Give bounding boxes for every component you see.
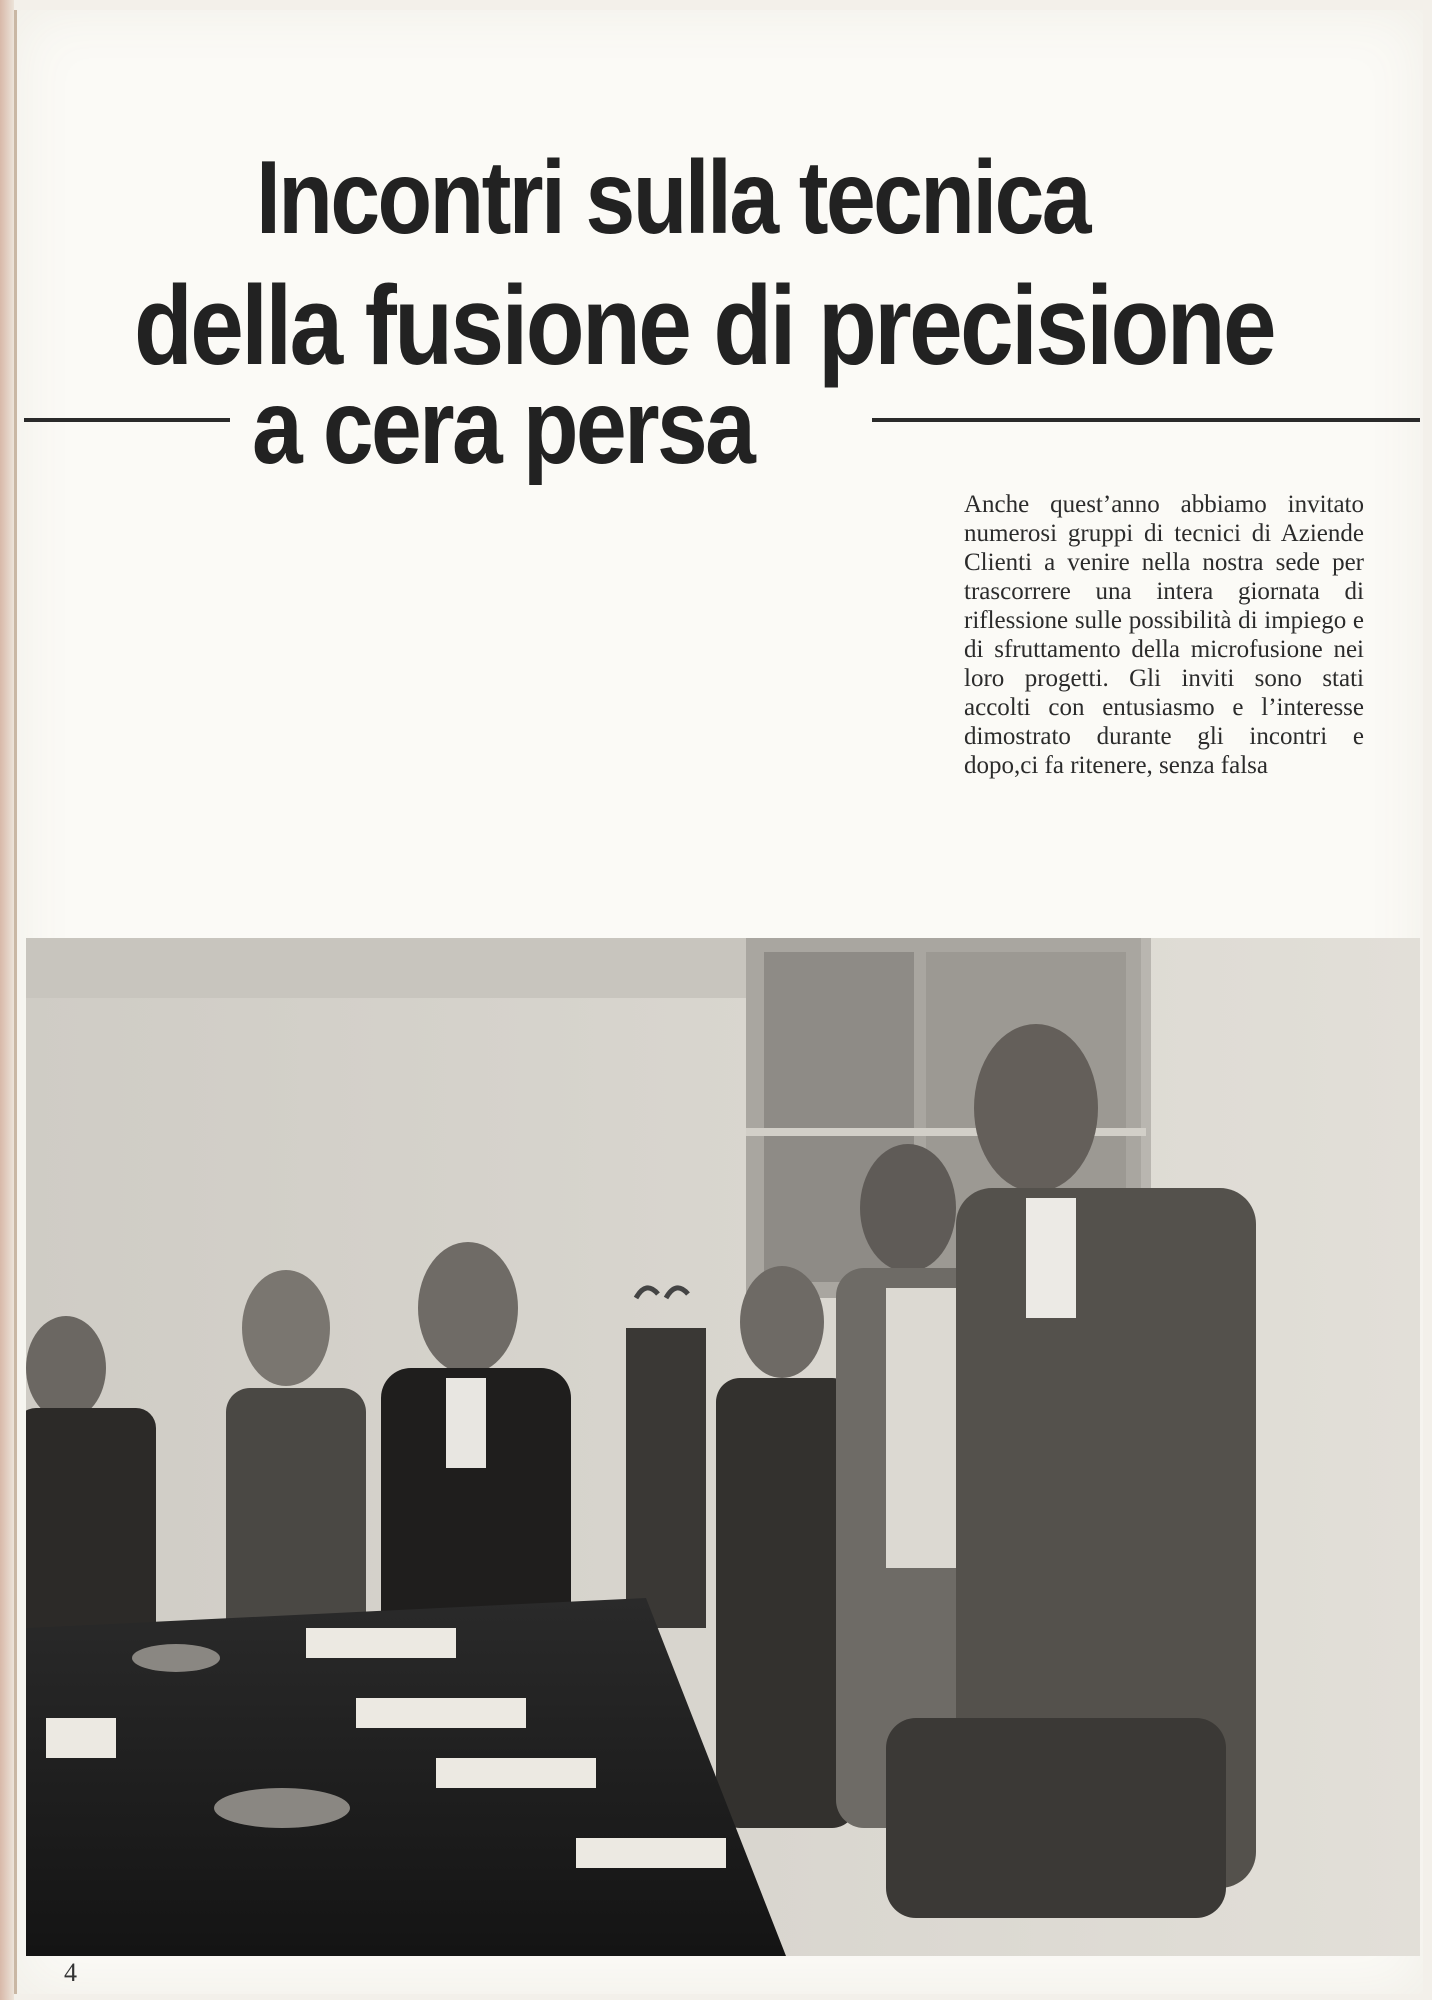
headline-rule-right [872, 418, 1420, 422]
headline-line-3: a cera persa [252, 368, 754, 486]
headline-line-2: della fusione di precisione [134, 263, 1274, 388]
page-left-edge [0, 0, 14, 2000]
intro-paragraph [964, 490, 1364, 780]
headline-line-3-block [24, 368, 1420, 488]
page-number: 4 [64, 1958, 77, 1987]
headline-rule-left [24, 418, 230, 422]
group-photo-icon [26, 938, 1420, 1956]
intro-text: Anche quest’anno abbiamo invitato numerosi gruppi di tecnici di Aziende Clienti a venire nella nostra sede per trascorrere una intera giornata di riflessione sulle possibilità di impiego e di sfruttamento della microfusione nei loro progetti. Gli inviti sono stati accolti con entusiasmo e l’interesse dimostrato durante gli incontri e dopo,ci fa ritenere, senza falsa [964, 491, 1364, 779]
group-photo [26, 938, 1420, 1956]
headline-line-1: Incontri sulla tecnica [256, 140, 1089, 256]
